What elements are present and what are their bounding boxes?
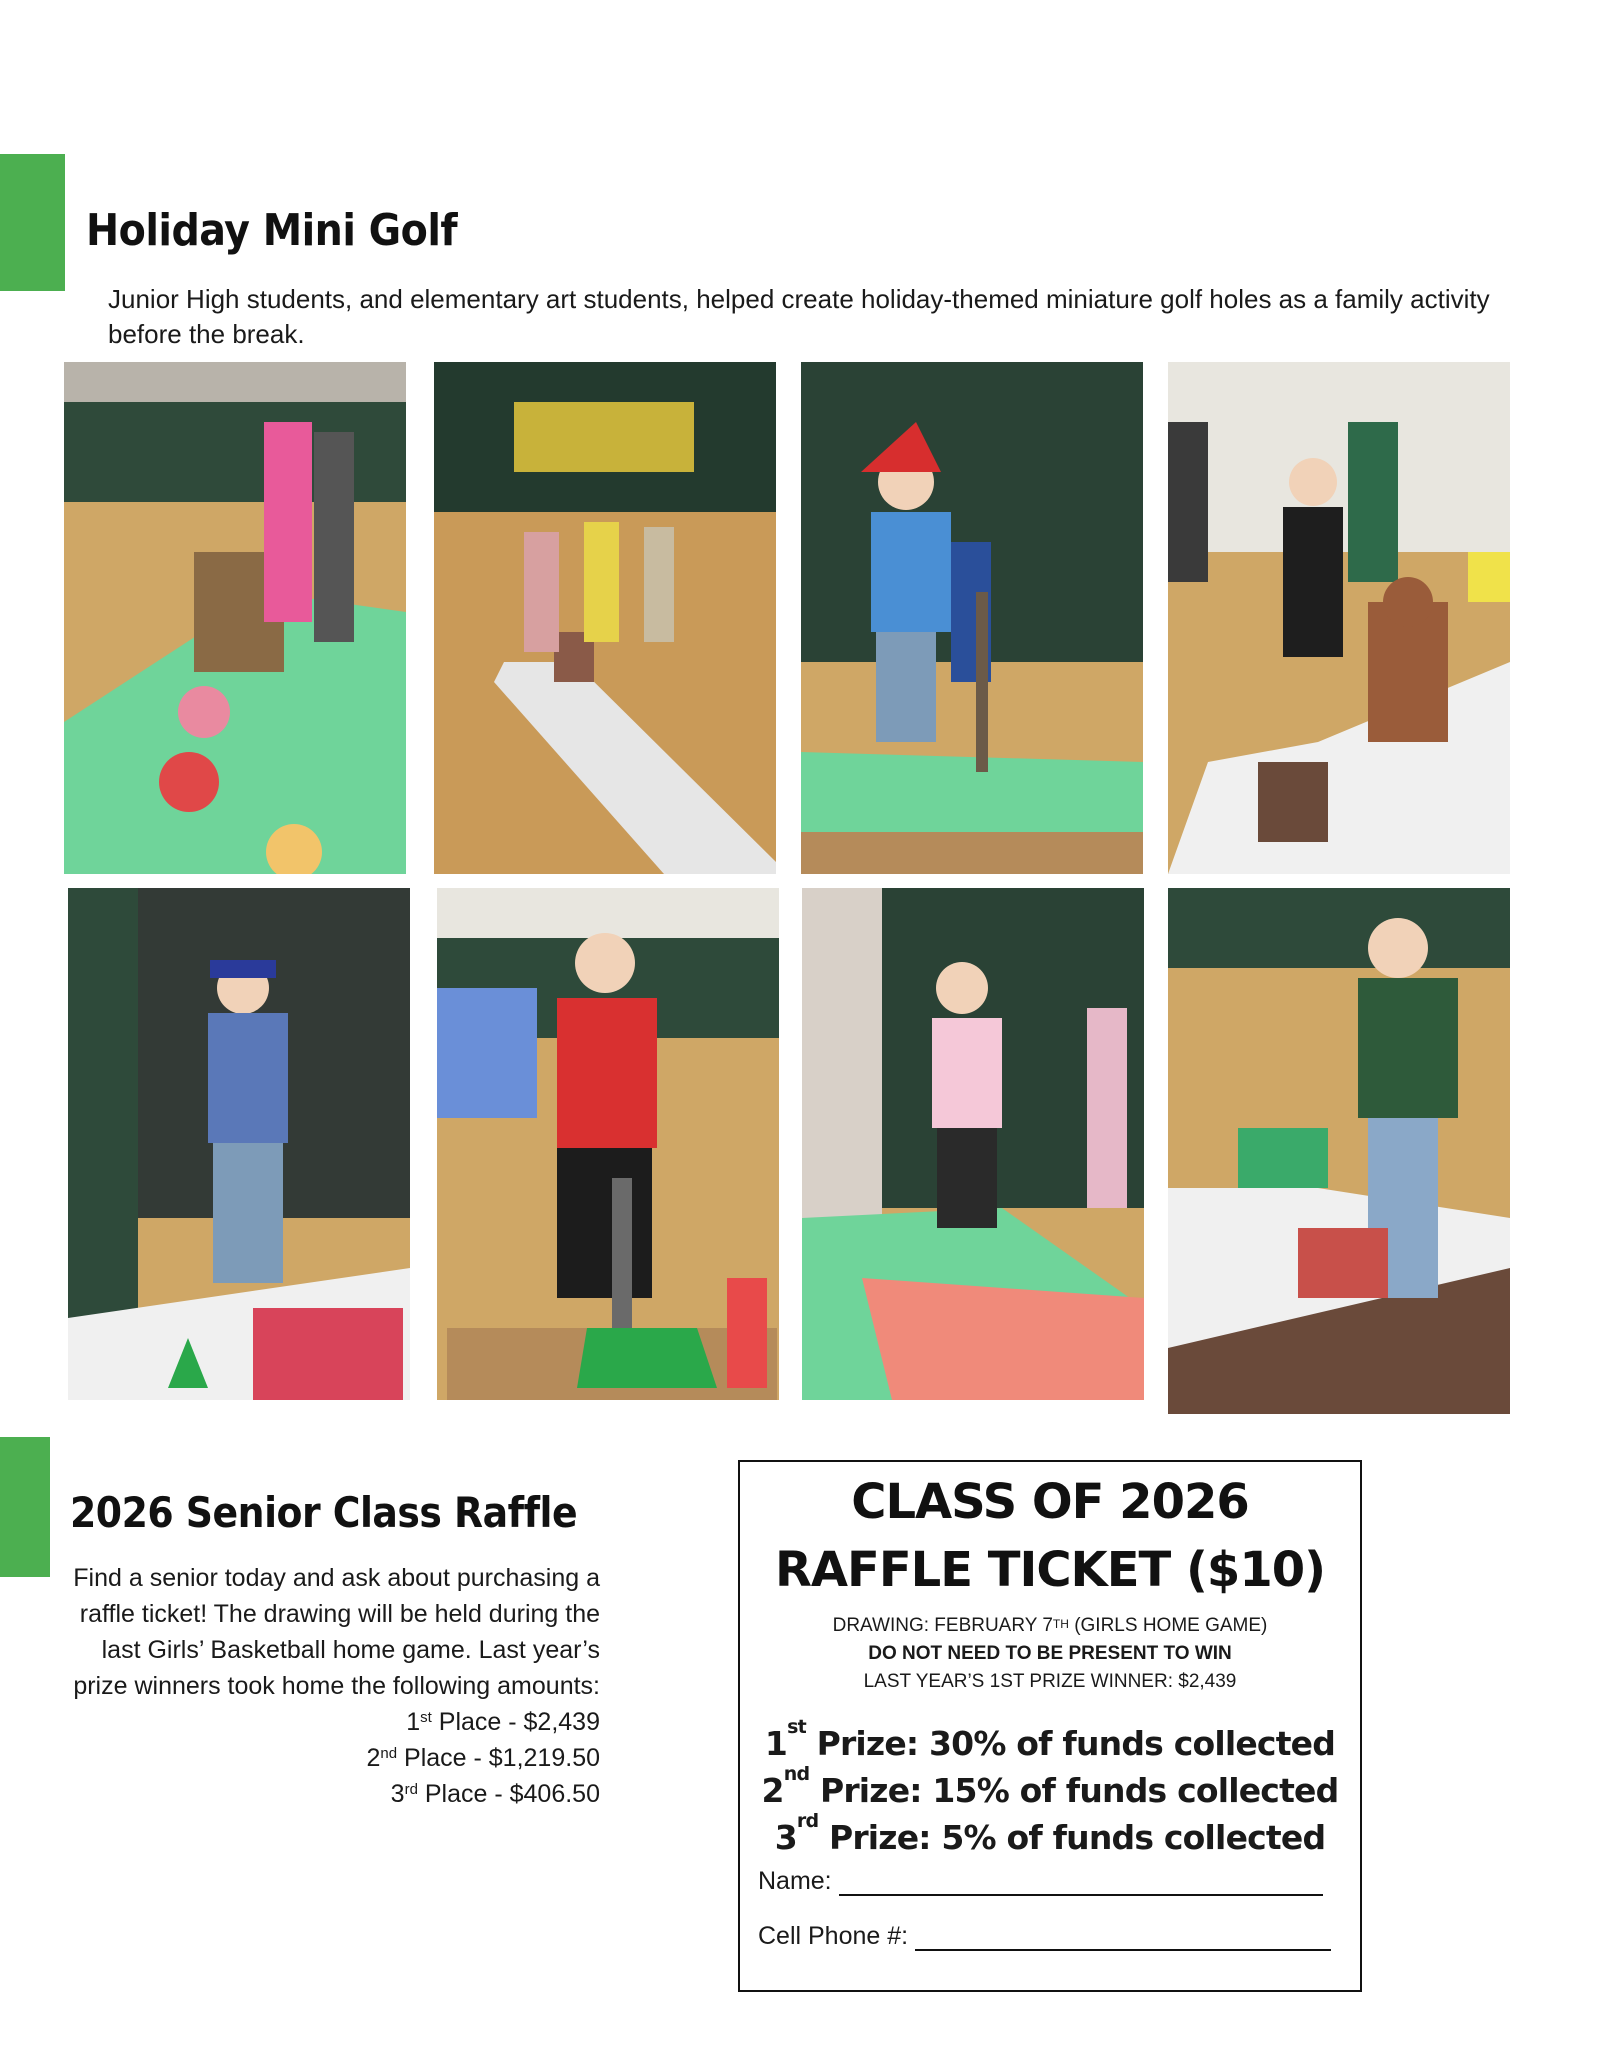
photo-golf-3 [801,362,1143,874]
ticket-last-year: LAST YEAR’S 1ST PRIZE WINNER: $2,439 [863,1671,1237,1692]
ticket-prize-2: 2nd Prize: 15% of funds collected [761,1763,1339,1810]
photo-golf-4 [1168,362,1510,874]
ticket-name-blank[interactable] [839,1868,1323,1896]
raffle-place-1: 1st Place - $2,439 [406,1708,600,1736]
ticket-name-line [758,1867,1323,1896]
ticket-presence-note: DO NOT NEED TO BE PRESENT TO WIN [868,1643,1232,1664]
raffle-paragraph: Find a senior today and ask about purchasing a raffle ticket! The drawing will be held during the last Girls’ Basketball home game. Last year’s prize winners took home the following amounts: [73,1564,600,1700]
ticket-heading-price: RAFFLE TICKET ($10) [774,1542,1326,1598]
ticket-name-label: Name: [758,1867,832,1895]
section-accent-bar-raffle [0,1437,50,1577]
ticket-phone-label: Cell Phone #: [758,1922,909,1950]
golf-section-title: Holiday Mini Golf [86,205,458,256]
photo-golf-8 [1168,888,1510,1414]
raffle-ticket [738,1460,1362,1992]
ticket-prize-3: 3rd Prize: 5% of funds collected [774,1810,1326,1857]
photo-golf-6 [437,888,779,1400]
photo-golf-5 [68,888,410,1400]
golf-intro-text: Junior High students, and elementary art students, helped create holiday-themed miniature golf holes as a family activity before the break. [108,284,1490,349]
photo-golf-2 [434,362,776,874]
raffle-section-title: 2026 Senior Class Raffle [70,1488,578,1537]
section-accent-bar-golf [0,154,65,291]
ticket-phone-line [758,1922,1331,1951]
raffle-place-2: 2nd Place - $1,219.50 [366,1744,600,1772]
ticket-prize-1: 1st Prize: 30% of funds collected [764,1716,1336,1763]
raffle-place-3: 3rd Place - $406.50 [390,1780,600,1808]
ticket-heading-class: CLASS OF 2026 [851,1474,1249,1530]
ticket-drawing-date: DRAWING: FEBRUARY 7TH (GIRLS HOME GAME) [832,1615,1268,1636]
raffle-description [60,1560,600,1812]
ticket-phone-blank[interactable] [915,1923,1331,1951]
photo-golf-1 [64,362,406,874]
photo-golf-7 [802,888,1144,1400]
